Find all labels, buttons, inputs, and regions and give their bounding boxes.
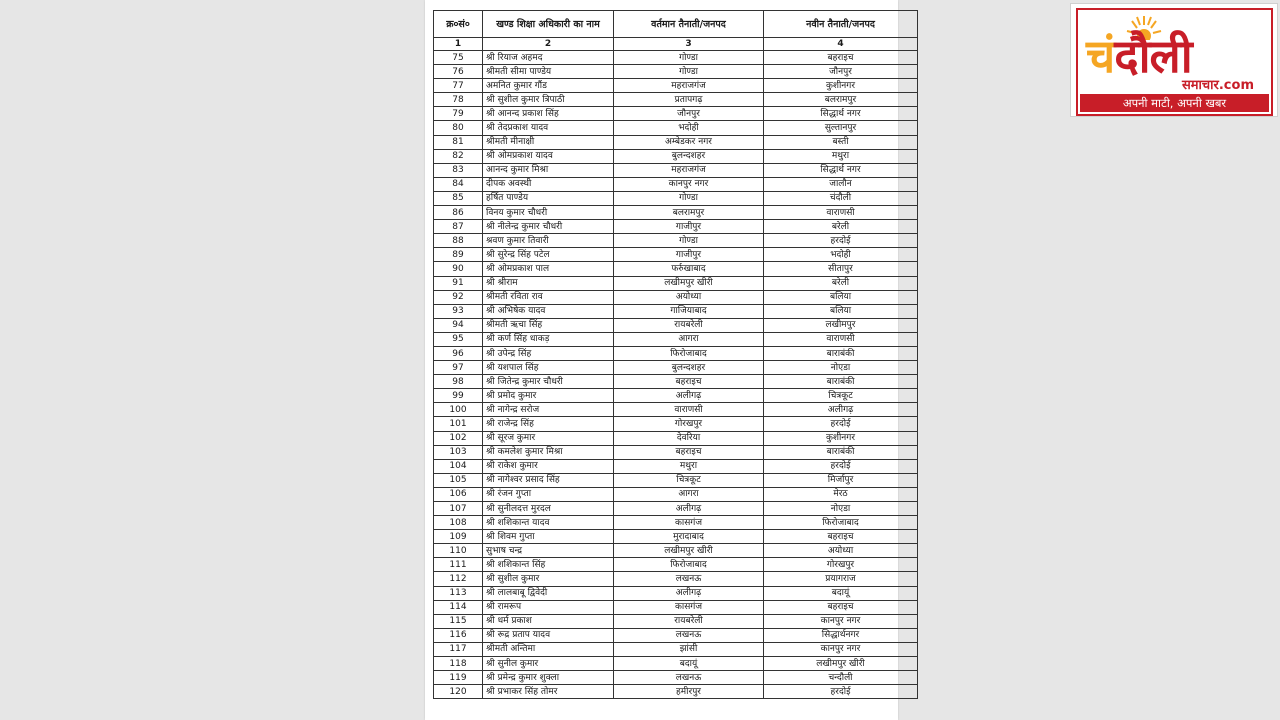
current-posting-cell: फर्रुखाबाद [614,262,764,276]
serial-cell: 77 [434,79,483,93]
table-row [434,318,918,332]
new-posting-cell: फिरोजाबाद [764,516,918,530]
new-posting-cell: बस्ती [764,135,918,149]
officer-name-cell: श्री रूद्र प्रताप यादव [483,628,614,642]
officer-name-cell: श्री सुरेन्द्र सिंह पटेल [483,248,614,262]
table-row [434,51,918,65]
current-posting-cell: महराजगंज [614,79,764,93]
header-current-posting: वर्तमान तैनाती/जनपद [614,11,764,38]
column-number-row [434,38,918,51]
serial-cell: 108 [434,516,483,530]
officer-name-cell: श्रीमती मीनाक्षी [483,135,614,149]
serial-cell: 118 [434,657,483,671]
table-row [434,685,918,699]
officer-name-cell: श्री ओमप्रकाश पाल [483,262,614,276]
officer-name-cell: श्री जितेन्द्र कुमार चौधरी [483,375,614,389]
serial-cell: 90 [434,262,483,276]
serial-cell: 111 [434,558,483,572]
serial-cell: 86 [434,206,483,220]
serial-cell: 103 [434,445,483,459]
table-row [434,276,918,290]
new-posting-cell: चित्रकूट [764,389,918,403]
table-row [434,121,918,135]
officer-name-cell: श्री रामरूप [483,600,614,614]
transfer-list-table [433,10,918,699]
table-row [434,431,918,445]
serial-cell: 110 [434,544,483,558]
table-row [434,163,918,177]
serial-cell: 94 [434,318,483,332]
serial-cell: 83 [434,163,483,177]
current-posting-cell: भदोही [614,121,764,135]
table-row [434,600,918,614]
officer-name-cell: श्री प्रभाकर सिंह तोमर [483,685,614,699]
table-row [434,530,918,544]
officer-name-cell: श्री राकेश कुमार [483,459,614,473]
officer-name-cell: श्रीमती सीमा पाण्डेय [483,65,614,79]
new-posting-cell: नोएडा [764,502,918,516]
serial-cell: 104 [434,459,483,473]
new-posting-cell: बलिया [764,304,918,318]
officer-name-cell: आनन्द कुमार मिश्रा [483,163,614,177]
officer-name-cell: अमनित कुमार गौंड [483,79,614,93]
current-posting-cell: बदायूं [614,657,764,671]
current-posting-cell: लखनऊ [614,572,764,586]
current-posting-cell: आगरा [614,487,764,501]
serial-cell: 98 [434,375,483,389]
officer-name-cell: श्री कमलेश कुमार मिश्रा [483,445,614,459]
officer-name-cell: श्री सुनीलदत्त मुरदल [483,502,614,516]
table-row [434,487,918,501]
table-row [434,389,918,403]
current-posting-cell: महराजगंज [614,163,764,177]
table-row [434,191,918,205]
officer-name-cell: श्री तेदप्रकाश यादव [483,121,614,135]
column-number: 3 [614,38,764,51]
serial-cell: 95 [434,332,483,346]
new-posting-cell: बहराइच [764,51,918,65]
current-posting-cell: वाराणसी [614,403,764,417]
new-posting-cell: मिर्जापुर [764,473,918,487]
table-row [434,206,918,220]
current-posting-cell: रायबरेली [614,614,764,628]
table-row [434,304,918,318]
column-number: 4 [764,38,918,51]
current-posting-cell: अलीगढ़ [614,502,764,516]
officer-name-cell: श्रीमती अन्तिमा [483,642,614,656]
new-posting-cell: अयोध्या [764,544,918,558]
logo-word-part1: चं [1086,29,1115,83]
serial-cell: 91 [434,276,483,290]
new-posting-cell: बाराबंकी [764,346,918,360]
serial-cell: 105 [434,473,483,487]
current-posting-cell: फिरोजाबाद [614,558,764,572]
table-row [434,375,918,389]
new-posting-cell: भदोही [764,248,918,262]
table-row [434,445,918,459]
officer-name-cell: श्री सूरज कुमार [483,431,614,445]
new-posting-cell: सिद्धार्थ नगर [764,107,918,121]
new-posting-cell: चंदौली [764,191,918,205]
current-posting-cell: गाजीपुर [614,248,764,262]
new-posting-cell: मेरठ [764,487,918,501]
serial-cell: 117 [434,642,483,656]
logo-word-part2: दौली [1114,29,1192,83]
header-officer-name: खण्ड शिक्षा अधिकारी का नाम [483,11,614,38]
serial-cell: 87 [434,220,483,234]
new-posting-cell: हरदोई [764,459,918,473]
serial-cell: 115 [434,614,483,628]
table-row [434,614,918,628]
new-posting-cell: बलिया [764,290,918,304]
current-posting-cell: गोण्डा [614,65,764,79]
officer-name-cell: श्री उपेन्द्र सिंह [483,346,614,360]
serial-cell: 109 [434,530,483,544]
current-posting-cell: अम्बेडकर नगर [614,135,764,149]
officer-name-cell: श्री नीलेन्द्र कुमार चौधरी [483,220,614,234]
current-posting-cell: हमीरपुर [614,685,764,699]
serial-cell: 119 [434,671,483,685]
officer-name-cell: श्री शशिकान्त सिंह [483,558,614,572]
current-posting-cell: बुलन्दशहर [614,361,764,375]
new-posting-cell: लखीमपुर [764,318,918,332]
table-row [434,65,918,79]
officer-name-cell: श्री शिवम गुप्ता [483,530,614,544]
table-row [434,234,918,248]
new-posting-cell: कानपुर नगर [764,642,918,656]
officer-name-cell: श्री ओमप्रकाश यादव [483,149,614,163]
officer-name-cell: श्रवण कुमार तिवारी [483,234,614,248]
logo-wordmark [1086,28,1192,84]
new-posting-cell: बहराइच [764,600,918,614]
new-posting-cell: कुशीनगर [764,79,918,93]
current-posting-cell: लखीमपुर खीरी [614,276,764,290]
current-posting-cell: झांसी [614,642,764,656]
current-posting-cell: गोण्डा [614,191,764,205]
table-row [434,79,918,93]
serial-cell: 85 [434,191,483,205]
new-posting-cell: नोएडा [764,361,918,375]
logo-tagline: अपनी माटी, अपनी खबर [1080,94,1269,112]
officer-name-cell: श्री धर्म प्रकाश [483,614,614,628]
officer-name-cell: हर्षित पाण्डेय [483,191,614,205]
new-posting-cell: वाराणसी [764,332,918,346]
serial-cell: 89 [434,248,483,262]
officer-name-cell: दीपक अवस्थी [483,177,614,191]
serial-cell: 81 [434,135,483,149]
officer-name-cell: श्री नागेश्वर प्रसाद सिंह [483,473,614,487]
serial-cell: 114 [434,600,483,614]
officer-name-cell: श्री कर्ण सिंह धाकड़ [483,332,614,346]
table-header-row [434,11,918,38]
current-posting-cell: लखनऊ [614,628,764,642]
current-posting-cell: मथुरा [614,459,764,473]
table-row [434,516,918,530]
serial-cell: 88 [434,234,483,248]
new-posting-cell: कानपुर नगर [764,614,918,628]
new-posting-cell: कुशीनगर [764,431,918,445]
officer-name-cell: श्री अभिषेक यादव [483,304,614,318]
serial-cell: 113 [434,586,483,600]
serial-cell: 79 [434,107,483,121]
current-posting-cell: कानपुर नगर [614,177,764,191]
officer-name-cell: श्री लालबाबू द्विवेदी [483,586,614,600]
new-posting-cell: प्रयागराज [764,572,918,586]
table-row [434,248,918,262]
table-row [434,346,918,360]
serial-cell: 82 [434,149,483,163]
current-posting-cell: अलीगढ़ [614,586,764,600]
new-posting-cell: लखीमपुर खीरी [764,657,918,671]
new-posting-cell: जौनपुर [764,65,918,79]
serial-cell: 100 [434,403,483,417]
current-posting-cell: गोण्डा [614,234,764,248]
header-serial: क्र०सं० [434,11,483,38]
new-posting-cell: बाराबंकी [764,375,918,389]
table-row [434,502,918,516]
table-row [434,657,918,671]
serial-cell: 112 [434,572,483,586]
new-posting-cell: बरेली [764,220,918,234]
current-posting-cell: कासगंज [614,600,764,614]
serial-cell: 101 [434,417,483,431]
serial-cell: 106 [434,487,483,501]
serial-cell: 96 [434,346,483,360]
table-row [434,459,918,473]
current-posting-cell: रायबरेली [614,318,764,332]
new-posting-cell: बहराइच [764,530,918,544]
document-page [425,0,898,720]
current-posting-cell: गोरखपुर [614,417,764,431]
current-posting-cell: मुरादाबाद [614,530,764,544]
current-posting-cell: प्रतापगढ़ [614,93,764,107]
officer-name-cell: श्री सुशील कुमार [483,572,614,586]
current-posting-cell: बलरामपुर [614,206,764,220]
logo-subtitle: समाचार.com [1182,78,1254,93]
current-posting-cell: लखनऊ [614,671,764,685]
officer-name-cell: श्री आनन्द प्रकाश सिंह [483,107,614,121]
new-posting-cell: हरदोई [764,417,918,431]
current-posting-cell: कासगंज [614,516,764,530]
current-posting-cell: चित्रकूट [614,473,764,487]
officer-name-cell: श्री सुशील कुमार त्रिपाठी [483,93,614,107]
new-posting-cell: सिद्धार्थनगर [764,628,918,642]
new-posting-cell: गोरखपुर [764,558,918,572]
serial-cell: 76 [434,65,483,79]
new-posting-cell: बदायूं [764,586,918,600]
current-posting-cell: अयोध्या [614,290,764,304]
new-posting-cell: जालौन [764,177,918,191]
current-posting-cell: अलीगढ़ [614,389,764,403]
new-posting-cell: सुल्तानपुर [764,121,918,135]
current-posting-cell: लखीमपुर खीरी [614,544,764,558]
serial-cell: 120 [434,685,483,699]
table-row [434,642,918,656]
new-posting-cell: मथुरा [764,149,918,163]
serial-cell: 107 [434,502,483,516]
officer-name-cell: श्री यशपाल सिंह [483,361,614,375]
new-posting-cell: सिद्धार्थ नगर [764,163,918,177]
table-row [434,403,918,417]
table-row [434,177,918,191]
serial-cell: 102 [434,431,483,445]
column-number: 2 [483,38,614,51]
new-posting-cell: सीतापुर [764,262,918,276]
table-row [434,473,918,487]
new-posting-cell: चन्दौली [764,671,918,685]
current-posting-cell: आगरा [614,332,764,346]
serial-cell: 116 [434,628,483,642]
table-row [434,220,918,234]
officer-name-cell: सुभाष चन्द्र [483,544,614,558]
officer-name-cell: श्रीमती रविता राव [483,290,614,304]
officer-name-cell: श्री प्रमेन्द्र कुमार शुक्ला [483,671,614,685]
serial-cell: 99 [434,389,483,403]
officer-name-cell: श्री रंजन गुप्ता [483,487,614,501]
serial-cell: 92 [434,290,483,304]
serial-cell: 84 [434,177,483,191]
officer-name-cell: श्री श्रीराम [483,276,614,290]
serial-cell: 80 [434,121,483,135]
officer-name-cell: श्री सुनील कुमार [483,657,614,671]
table-row [434,149,918,163]
current-posting-cell: देवरिया [614,431,764,445]
table-row [434,572,918,586]
table-row [434,586,918,600]
table-row [434,107,918,121]
table-row [434,544,918,558]
serial-cell: 78 [434,93,483,107]
new-posting-cell: बाराबंकी [764,445,918,459]
table-row [434,262,918,276]
serial-cell: 97 [434,361,483,375]
officer-name-cell: विनय कुमार चौधरी [483,206,614,220]
table-row [434,332,918,346]
logo-frame [1076,8,1273,116]
officer-name-cell: श्री नागेन्द्र सरोज [483,403,614,417]
serial-cell: 93 [434,304,483,318]
table-row [434,361,918,375]
new-posting-cell: बलरामपुर [764,93,918,107]
current-posting-cell: फिरोजाबाद [614,346,764,360]
new-posting-cell: अलीगढ़ [764,403,918,417]
officer-name-cell: श्रीमती ऋचा सिंह [483,318,614,332]
officer-name-cell: श्री रियाज अहमद [483,51,614,65]
current-posting-cell: गाजीपुर [614,220,764,234]
site-logo[interactable] [1070,3,1278,117]
table-row [434,93,918,107]
column-number: 1 [434,38,483,51]
officer-name-cell: श्री शशिकान्त यादव [483,516,614,530]
new-posting-cell: हरदोई [764,685,918,699]
table-row [434,671,918,685]
new-posting-cell: बरेली [764,276,918,290]
officer-name-cell: श्री राजेन्द्र सिंह [483,417,614,431]
header-new-posting: नवीन तैनाती/जनपद [764,11,918,38]
table-row [434,290,918,304]
table-row [434,558,918,572]
current-posting-cell: गोण्डा [614,51,764,65]
current-posting-cell: बहराइच [614,445,764,459]
current-posting-cell: जौनपुर [614,107,764,121]
new-posting-cell: हरदोई [764,234,918,248]
serial-cell: 75 [434,51,483,65]
current-posting-cell: बहराइच [614,375,764,389]
table-row [434,628,918,642]
table-row [434,417,918,431]
current-posting-cell: गाजियाबाद [614,304,764,318]
new-posting-cell: वाराणसी [764,206,918,220]
table-row [434,135,918,149]
current-posting-cell: बुलन्दशहर [614,149,764,163]
officer-name-cell: श्री प्रमोद कुमार [483,389,614,403]
table-body [434,51,918,699]
